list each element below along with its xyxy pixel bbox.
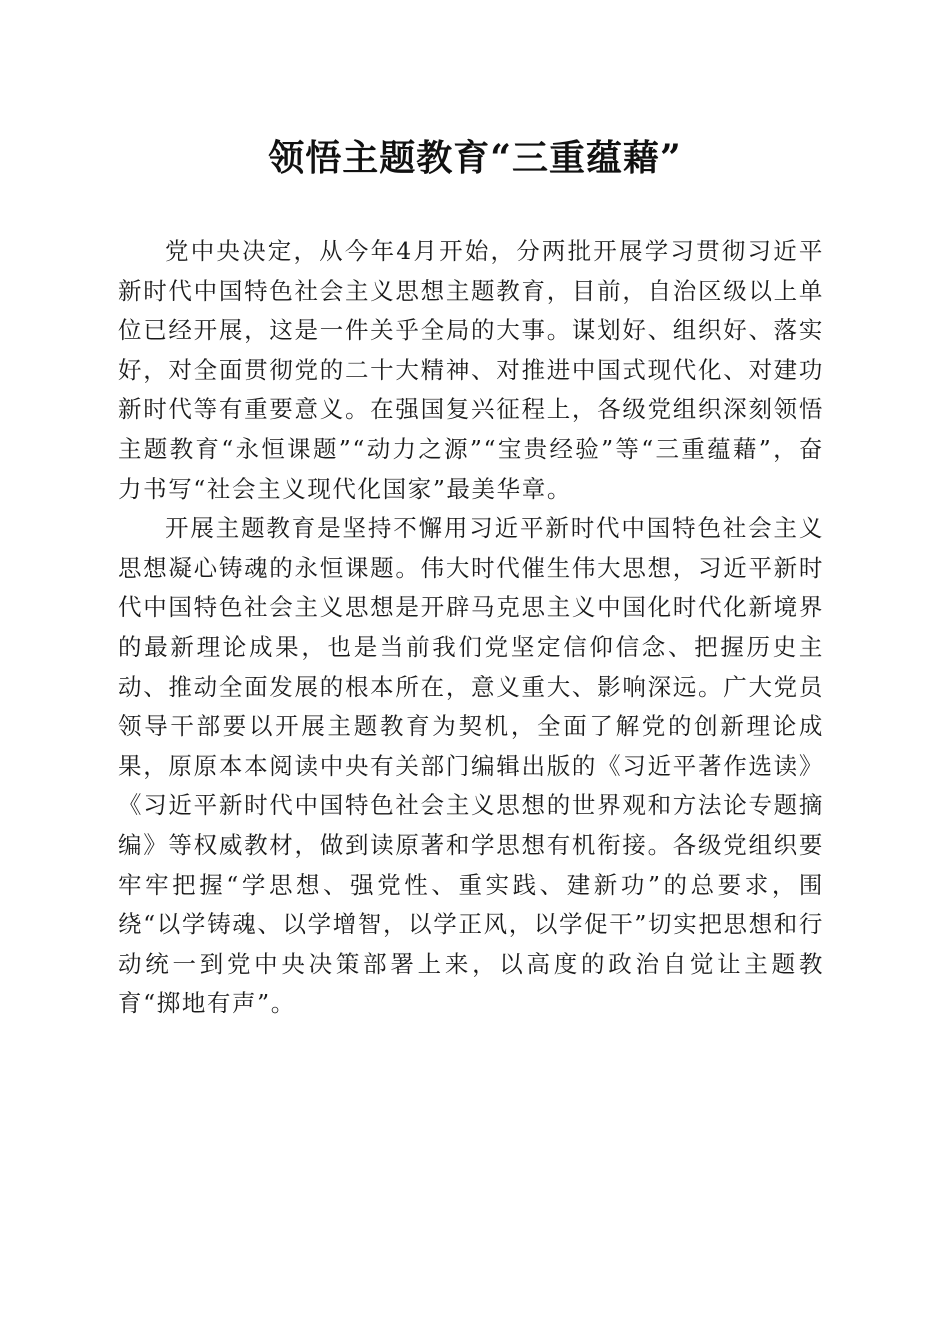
paragraph-2: 开展主题教育是坚持不懈用习近平新时代中国特色社会主义思想凝心铸魂的永恒课题。伟大时代催生伟大思想，习近平新时代中国特色社会主义思想是开辟马克思主义中国化时代化新境界的最新理论成果，也是当前我们党坚定信仰信念、把握历史主动、推动全面发展的根本所在，意义重大、影响深远。广大党员领导干部要以开展主题教育为契机，全面了解党的创新理论成果，原原本本阅读中央有关部门编辑出版的《习近平著作选读》《习近平新时代中国特色社会主义思想的世界观和方法论专题摘编》等权威教材，做到读原著和学思想有机衔接。各级党组织要牢牢把握“学思想、强党性、重实践、建新功”的总要求，围绕“以学铸魂、以学增智，以学正风，以学促干”切实把思想和行动统一到党中央决策部署上来，以高度的政治自觉让主题教育“掷地有声”。 <box>118 514 824 1018</box>
document-title: 领悟主题教育“三重蕴藉” <box>268 137 682 179</box>
document-body <box>118 232 824 1024</box>
paragraph-1: 党中央决定，从今年4月开始，分两批开展学习贯彻习近平新时代中国特色社会主义思想主题教育，目前，自治区级以上单位已经开展，这是一件关乎全局的大事。谋划好、组织好、落实好，对全面贯彻党的二十大精神、对推进中国式现代化、对建功新时代等有重要意义。在强国复兴征程上，各级党组织深刻领悟主题教育“永恒课题”“动力之源”“宝贵经验”等“三重蕴藉”，奋力书写“社会主义现代化国家”最美华章。 <box>118 237 824 503</box>
